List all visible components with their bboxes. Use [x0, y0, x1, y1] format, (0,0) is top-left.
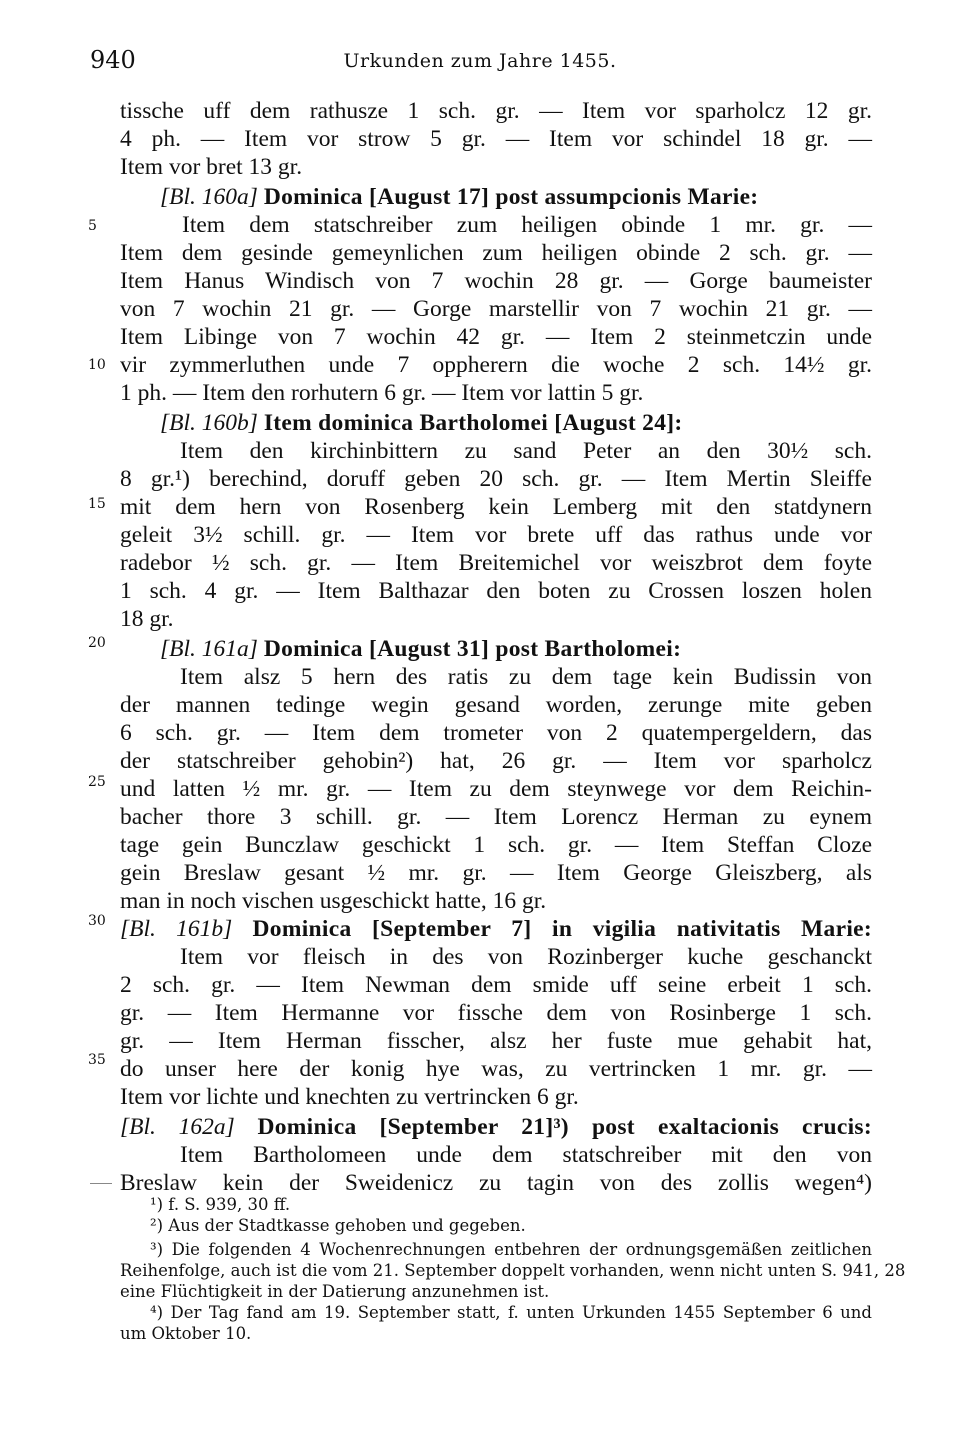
- line-number: 10: [88, 357, 106, 373]
- footnote-separator: [90, 1183, 112, 1184]
- text-line: gein Breslaw gesant ½ mr. gr. — Item George Gleiszberg, als: [120, 860, 872, 886]
- footnote: ¹) f. S. 939, 30 ff.: [150, 1195, 291, 1214]
- text-line: man in noch vischen usgeschickt hatte, 16 gr.: [120, 888, 547, 914]
- folio-reference: [Bl. 160a]: [160, 184, 258, 210]
- text-line: Item vor fleisch in des von Rozinberger kuche geschanckt: [180, 944, 872, 970]
- text-line: geleit 3½ schill. gr. — Item vor brete uff das rathus unde vor: [120, 522, 872, 548]
- section-title: Dominica [September 21]³) post exaltacionis crucis:: [257, 1114, 872, 1140]
- section-title: Dominica [August 17] post assumpcionis Marie:: [263, 184, 759, 210]
- line-number: 35: [88, 1052, 106, 1068]
- section-heading: [120, 1115, 872, 1139]
- text-line: Item alsz 5 hern des ratis zu dem tage kein Budissin von: [180, 664, 872, 690]
- text-line: do unser here der konig hye was, zu vertrincken 1 mr. gr. —: [120, 1056, 872, 1082]
- text-line: 4 ph. — Item vor strow 5 gr. — Item vor schindel 18 gr. —: [120, 126, 872, 152]
- text-line: tage gein Bunczlaw geschickt 1 sch. gr. — Item Steffan Cloze: [120, 832, 872, 858]
- text-line: Item vor lichte und knechten zu vertrincken 6 gr.: [120, 1084, 579, 1110]
- text-line: von 7 wochin 21 gr. — Gorge marstellir von 7 wochin 21 gr. —: [120, 296, 872, 322]
- footnote: ²) Aus der Stadtkasse gehoben und gegeben.: [150, 1216, 526, 1235]
- line-number: 5: [88, 218, 97, 234]
- text-line: Item Libinge von 7 wochin 42 gr. — Item 2 steinmetczin unde: [120, 324, 872, 350]
- section-title: Item dominica Bartholomei [August 24]:: [263, 410, 683, 436]
- text-line: Item vor bret 13 gr.: [120, 154, 303, 180]
- text-line: und latten ½ mr. gr. — Item zu dem steynwege vor dem Reichin-: [120, 776, 872, 802]
- section-heading: [160, 637, 872, 661]
- footnote: Reihenfolge, auch ist die vom 21. September doppelt vorhanden, wenn nicht unten S. 941, 28: [120, 1261, 906, 1280]
- folio-reference: [Bl. 160b]: [160, 410, 258, 436]
- text-line: Item dem statschreiber zum heiligen obinde 1 mr. gr. —: [182, 212, 872, 238]
- text-line: Item Bartholomeen unde dem statschreiber mit den von: [180, 1142, 872, 1168]
- text-line: gr. — Item Herman fisscher, alsz her fuste mue gehabit hat,: [120, 1028, 872, 1054]
- text-line: 1 ph. — Item den rorhutern 6 gr. — Item vor lattin 5 gr.: [120, 380, 644, 406]
- text-line: 8 gr.¹) berechind, doruff geben 20 sch. gr. — Item Mertin Sleiffe: [120, 466, 872, 492]
- folio-reference: [Bl. 162a]: [120, 1114, 235, 1140]
- text-line: Item den kirchinbittern zu sand Peter an den 30½ sch.: [180, 438, 872, 464]
- text-line: bacher thore 3 schill. gr. — Item Lorencz Herman zu eynem: [120, 804, 872, 830]
- folio-reference: [Bl. 161b]: [120, 916, 233, 942]
- section-heading: [120, 917, 872, 941]
- text-line: mit dem hern von Rosenberg kein Lemberg mit den statdynern: [120, 494, 872, 520]
- line-number: 15: [88, 496, 106, 512]
- text-line: tissche uff dem rathusze 1 sch. gr. — Item vor sparholcz 12 gr.: [120, 98, 872, 124]
- text-line: 1 sch. 4 gr. — Item Balthazar den boten zu Crossen loszen holen: [120, 578, 872, 604]
- page-number: 940: [90, 46, 136, 74]
- text-line: 2 sch. gr. — Item Newman dem smide uff seine erbeit 1 sch.: [120, 972, 872, 998]
- running-head: Urkunden zum Jahre 1455.: [343, 50, 617, 72]
- text-line: 6 sch. gr. — Item dem trometer von 2 quatempergeldern, das: [120, 720, 872, 746]
- section-heading: [160, 411, 872, 435]
- text-line: 18 gr.: [120, 606, 174, 632]
- section-title: Dominica [September 7] in vigilia nativitatis Marie:: [252, 916, 873, 942]
- section-heading: [160, 185, 872, 209]
- text-line: gr. — Item Hermanne vor fissche dem von Rosinberge 1 sch.: [120, 1000, 872, 1026]
- line-number: 20: [88, 635, 106, 651]
- text-line: Breslaw kein der Sweidenicz zu tagin von des zollis wegen⁴): [120, 1170, 872, 1196]
- text-line: vir zymmerluthen unde 7 oppherern die woche 2 sch. 14½ gr.: [120, 352, 872, 378]
- text-line: radebor ½ sch. gr. — Item Breitemichel vor weiszbrot dem foyte: [120, 550, 872, 576]
- footnote: um Oktober 10.: [120, 1324, 252, 1343]
- text-line: Item dem gesinde gemeynlichen zum heiligen obinde 2 sch. gr. —: [120, 240, 872, 266]
- text-line: Item Hanus Windisch von 7 wochin 28 gr. — Gorge baumeister: [120, 268, 872, 294]
- footnote: eine Flüchtigkeit in der Datierung anzunehmen ist.: [120, 1282, 550, 1301]
- text-line: der mannen tedinge wegin gesand worden, zerunge mite geben: [120, 692, 872, 718]
- line-number: 30: [88, 913, 106, 929]
- text-line: der statschreiber gehobin²) hat, 26 gr. — Item vor sparholcz: [120, 748, 872, 774]
- folio-reference: [Bl. 161a]: [160, 636, 258, 662]
- footnote: ⁴) Der Tag fand am 19. September statt, f. unten Urkunden 1455 September 6 und: [150, 1303, 872, 1322]
- line-number: 25: [88, 774, 106, 790]
- section-title: Dominica [August 31] post Bartholomei:: [263, 636, 682, 662]
- footnote: ³) Die folgenden 4 Wochenrechnungen entbehren der ordnungsgemäßen zeitlichen: [150, 1240, 872, 1259]
